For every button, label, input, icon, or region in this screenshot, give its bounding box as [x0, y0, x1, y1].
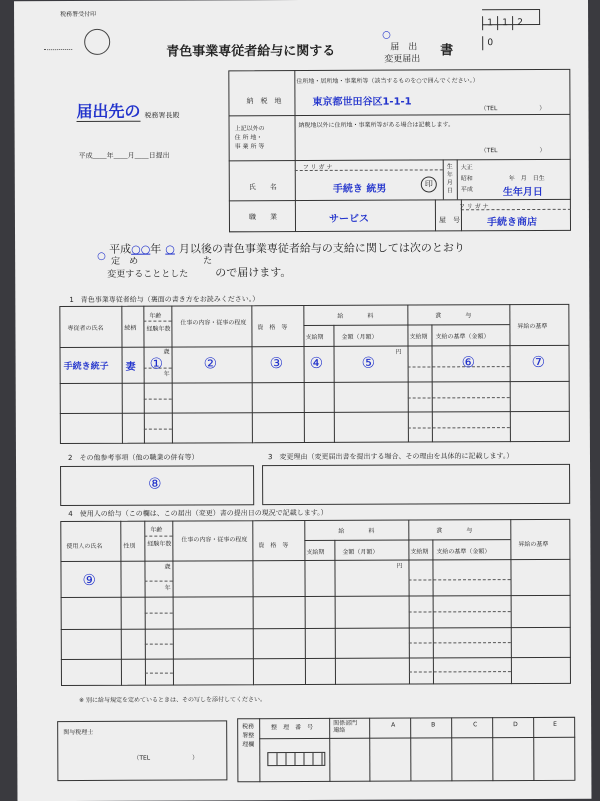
s4-header-salary: 給 料 [338, 527, 375, 535]
s1-header-raise: 昇給の基準 [517, 322, 548, 331]
addressee-handwritten: 届出先の [76, 101, 141, 121]
marker-5: ⑤ [361, 353, 376, 372]
tax-accountant-label: 関与税理士 [63, 728, 94, 737]
s1-header-name: 専従者の氏名 [67, 324, 104, 333]
s1-header-age: 年齢 [149, 312, 162, 320]
other-address-label: 上記以外の 住 所 地・ 事 業 所 等 [234, 125, 265, 151]
s1-header-bonus: 賞 与 [435, 312, 472, 320]
birth-label: 生 年 月 日 [446, 163, 453, 195]
title-end: 書 [440, 43, 454, 59]
seal-mark: 印 [421, 176, 437, 192]
office-col-b: B [431, 721, 436, 729]
marker-3: ③ [269, 354, 284, 373]
office-col-c: C [473, 721, 478, 729]
section2-title: 2 その他参考事項（他の職業の併有等） [67, 453, 199, 463]
statement-end: ので届けます。 [215, 266, 292, 280]
section4-table [60, 519, 571, 686]
s4-header-age: 年齢 [150, 526, 163, 534]
other-address-tel: （TEL ） [480, 146, 546, 155]
stamp-circle [84, 29, 110, 55]
s4-header-qual: 資 格 等 [258, 542, 289, 550]
s4-header-bon-standard: 支給の基準（金額） [436, 548, 491, 556]
section4-title: 4 使用人の給与（この欄は、この届出（変更）書の提出日の現況で記載します。） [68, 508, 328, 519]
birth-ymd: 年 月 日生 [508, 174, 545, 183]
marker-2: ② [203, 354, 218, 373]
tax-form-page: 税務署受付印 1 1 20 青色事業専従者給与に関する ○ 届 出 変更届出 書 届出先の 税務署長殿 平成＿＿年＿＿月＿＿日提出 住所地・居所地・事業所等（該当するものを○で囲んでください。） 納 税 地 東京都世田谷区1-1-1 （TEL ） 上記以外の 住 所 地・ 事 業 所 等 納税地以外に住所地・事業所等がある場合は記載します。 （TEL ） フ リ ガ ナ 氏 名 手続き 統男 印 生 年 月 日 大正 昭和 平成 年 月 日生 生年月日 職 業 サービス フ リ ガ ナ 屋 号 手続き商店 平成○○年 ○ 月以後の青色事業専従者給与の支給に関しては次のとおり ○ 定 め た 変更することとした ので届けます。 1 青色事業専従者給与（裏面の書き方をお読みください。） 専従者の氏名 続柄 年齢 経験年数 仕事の内容・従事の程度 資 格 等 給 料 支給期 金額（月額） 賞 与 支給期 支給の基準（金額） 昇給の基準 円 歳 年 手続き統子 妻 ① ② ③ ④ ⑤ ⑥ ⑦ 2 その他参考事項（他の職業の併有等） ⑧ 3 変更理由（変更届出書を提出する場合、その理由を具体的に記載します。） 4 使用人の給与（この欄は、この届出（変更）書の提出日の現況で記載します。） 使用人の氏名 性別 年齢 経験年数 仕事の内容・従事の程度 資 格 等 給 料 支給期 金額（月額） 賞 与 支給期 支給の基準（金額） 昇給の基準 円 歳 年 ⑨ ※ 別に給与規定を定めているときは、その写しを添付してください。 関与税理士 （TEL ） 税務 署整 理欄 整 理 番 号 関係部門連絡 A B C D E [14, 0, 591, 801]
form-number: 1 1 20 [482, 9, 540, 25]
statement-line1: 平成○○年 ○ 月以後の青色事業専従者給与の支給に関しては次のとおり [109, 241, 465, 256]
address-note: 住所地・居所地・事業所等（該当するものを○で囲んでください。） [296, 77, 479, 86]
office-col-d: D [513, 721, 518, 729]
marker-4: ④ [309, 353, 324, 372]
stamp-label: 税務署受付印 [60, 10, 97, 19]
address-tel: （TEL ） [480, 104, 546, 113]
tax-accountant-tel: （TEL ） [133, 754, 199, 762]
section3-title: 3 変更理由（変更届出書を提出する場合、その理由を具体的に記載します。） [267, 452, 514, 462]
marker-7: ⑦ [531, 352, 546, 371]
s1-header-salary: 給 料 [337, 312, 374, 320]
s1-header-relation: 続柄 [124, 324, 137, 332]
birth-value[interactable]: 生年月日 [502, 186, 543, 199]
marker-1: ① [149, 354, 164, 373]
footnote: ※ 別に給与規定を定めているときは、その写しを添付してください。 [79, 696, 267, 704]
statement-option-define: 定 め [111, 256, 139, 267]
marker-9: ⑨ [82, 570, 97, 589]
s4-header-exp: 経験年数 [147, 540, 172, 548]
form-title: 青色事業専従者給与に関する [166, 43, 336, 60]
s1-header-bon-period: 支給期 [409, 333, 428, 341]
s4-header-sal-amount: 金額（月額） [342, 548, 379, 556]
s4-header-job: 仕事の内容・従事の程度 [181, 536, 248, 544]
s4-header-sex: 性別 [123, 542, 136, 550]
furigana-label: フ リ ガ ナ [302, 163, 333, 171]
job-label: 職 業 [248, 213, 277, 222]
title-circle-mark: ○ [382, 29, 391, 41]
s1-header-sal-period: 支給期 [305, 333, 324, 341]
marker-6: ⑥ [461, 353, 476, 372]
s1-header-exp: 経験年数 [146, 325, 171, 333]
address-label: 納 税 地 [246, 97, 282, 106]
address-value[interactable]: 東京都世田谷区1-1-1 [312, 96, 412, 108]
name-label: 氏 名 [248, 183, 277, 192]
s1-row1-relation[interactable]: 妻 [125, 361, 136, 373]
office-col-e: E [553, 720, 557, 728]
s1-row1-name[interactable]: 手続き統子 [63, 361, 109, 373]
birth-eras: 大正 昭和 平成 [460, 164, 473, 194]
s4-header-name: 使用人の氏名 [66, 542, 103, 551]
office-dept-label: 関係部門連絡 [333, 719, 358, 734]
statement-option-ta: た [203, 256, 213, 267]
office-use-vertical: 税務 署整 理欄 [242, 723, 255, 749]
shop-value[interactable]: 手続き商店 [486, 216, 537, 229]
other-address-note: 納税地以外に住所地・事業所等がある場合は記載します。 [298, 121, 455, 130]
s4-header-bon-period: 支給期 [410, 548, 429, 556]
shop-label: 屋 号 [438, 216, 460, 225]
addressee-suffix: 税務署長殿 [144, 111, 180, 120]
statement-change: 変更することとした [107, 269, 189, 280]
marker-8: ⑧ [148, 474, 162, 493]
s4-header-bonus: 賞 与 [436, 527, 473, 535]
statement-circle-mark: ○ [97, 250, 106, 262]
office-col-a: A [391, 721, 396, 729]
s1-header-sal-amount: 金額（月額） [341, 333, 378, 341]
s1-header-bon-standard: 支給の基準（金額） [435, 333, 490, 341]
office-number-label: 整 理 番 号 [271, 723, 314, 732]
title-option-notification: 届 出 [390, 42, 418, 53]
s1-header-job: 仕事の内容・従事の程度 [180, 319, 247, 327]
job-value[interactable]: サービス [328, 213, 369, 225]
name-value[interactable]: 手続き 統男 [332, 183, 387, 195]
office-number-boxes [267, 752, 325, 766]
submission-date: 平成＿＿年＿＿月＿＿日提出 [78, 151, 170, 160]
s1-header-qual: 資 格 等 [257, 324, 288, 332]
title-option-change: 変更届出 [384, 54, 421, 65]
s4-header-raise: 昇給の基準 [518, 540, 549, 549]
section3-box[interactable] [262, 464, 570, 505]
section1-title: 1 青色事業専従者給与（裏面の書き方をお読みください。） [69, 295, 260, 305]
s4-header-sal-period: 支給期 [306, 548, 325, 556]
